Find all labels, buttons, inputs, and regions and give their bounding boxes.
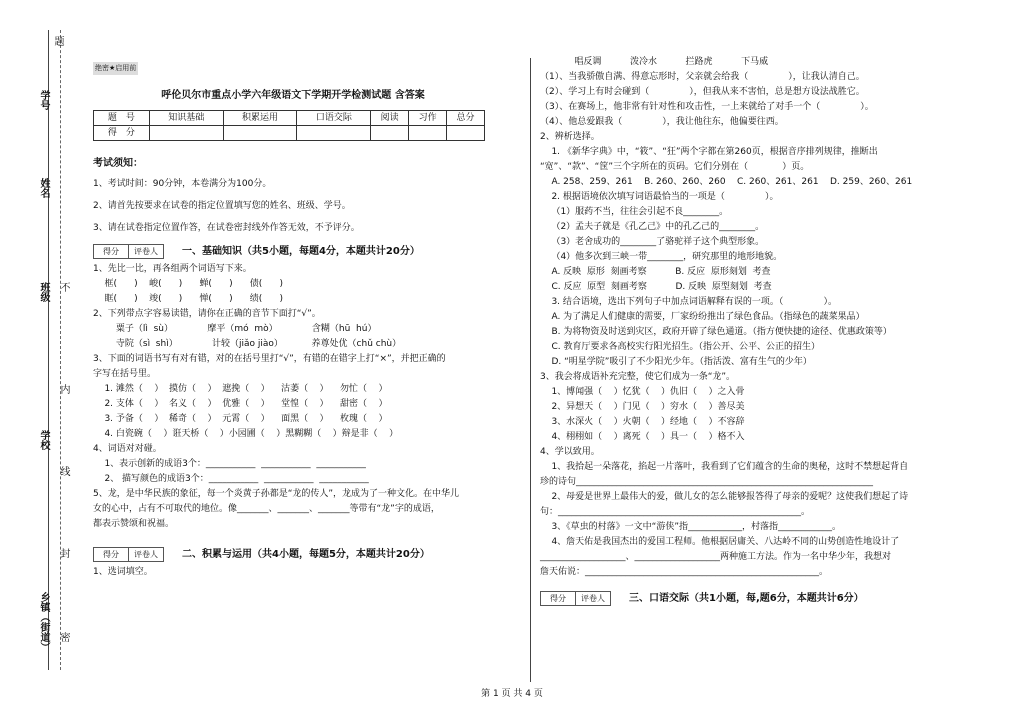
question-line: 2. 根据语境依次填写词语最恰当的一项是（ ）。 bbox=[540, 192, 779, 202]
exam-title: 呼伦贝尔市重点小学六年级语文下学期开学检测试题 含答案 bbox=[161, 90, 425, 101]
grader-score-label: 得分 bbox=[94, 245, 129, 259]
question-line: 女的心中，占有不可取代的地位。像_______、_______、_______等带有“龙”字的成语， bbox=[93, 504, 440, 514]
left-column bbox=[93, 62, 493, 581]
question-line: 字写在括号里。 bbox=[93, 369, 157, 379]
question-line: 1. 滩然（ ） 摸仿（ ） 遮挽（ ） 沽萎（ ） 勿忙（ ） bbox=[93, 384, 388, 394]
margin-label-student-id: 学号 bbox=[38, 90, 49, 110]
question-line: D. “明星学院”吸引了不少阳光少年。（指活泼、富有生气的少年） bbox=[540, 357, 812, 367]
score-table bbox=[93, 110, 485, 141]
section1-heading: 一、基础知识（共5小题，每题4分，本题共计20分） bbox=[182, 246, 420, 257]
margin-label-ti: 题 bbox=[52, 36, 63, 46]
grader-name-label: 评卷人 bbox=[129, 548, 164, 562]
score-header: 总分 bbox=[447, 111, 485, 126]
question-line: 1、我拾起一朵落花，掐起一片落叶，我看到了它们蕴含的生命的奥秘，这时不禁想起背自 bbox=[540, 462, 909, 472]
question-line: 寺院（sì shì） 计较（jiǎo jiào） 养尊处优（chǔ chù） bbox=[93, 339, 402, 349]
question-line: “宽”、“款”、“筐”三个字所在的页码。它们分别在（ ）页。 bbox=[540, 162, 810, 172]
section1-header bbox=[93, 244, 493, 259]
question-line: 2、下列带点字容易读错，请你在正确的音节下面打“√”。 bbox=[93, 309, 321, 319]
question-line: 3. 结合语境，选出下列句子中加点词语解释有误的一项。（ ）。 bbox=[540, 297, 837, 307]
question-line: 4. 白瓷碗（ ）诳天桥（ ）小园圃（ ）黑糊糊（ ）辩是非（ ） bbox=[93, 429, 399, 439]
question-line: （1）、当我骄傲自满、得意忘形时，父亲就会给我（ ），让我认清自己。 bbox=[540, 72, 865, 82]
margin-label-township: 乡镇（街道） bbox=[38, 592, 49, 652]
question-line: A. 258、259、261 B. 260、260、260 C. 260、261、261 D. 259、260、261 bbox=[540, 177, 913, 187]
question-line: （3）老舍成功的________了骆驼祥子这个典型形象。 bbox=[540, 237, 765, 247]
section3-header bbox=[540, 591, 980, 606]
question-line: 句：______________________________________________________。 bbox=[540, 507, 811, 517]
question-line: 2. 支体（ ） 名义（ ） 优雅（ ） 堂惶（ ） 甜密（ ） bbox=[93, 399, 388, 409]
score-header: 题 号 bbox=[94, 111, 150, 126]
notice-heading: 考试须知： bbox=[93, 158, 143, 169]
question-line: （4）、他总爱跟我（ ），我让他往东，他偏要往西。 bbox=[540, 117, 784, 127]
cutline-char: 封 bbox=[58, 548, 69, 558]
score-header: 阅读 bbox=[371, 111, 409, 126]
grader-name-label: 评卷人 bbox=[129, 245, 164, 259]
question-line: 詹天佑说：____________________________________________________。 bbox=[540, 567, 829, 577]
question-line: 唱反调 泼冷水 拦路虎 下马威 bbox=[540, 57, 769, 67]
question-line: B. 为将物资及时送到灾区，政府开辟了绿色通道。（指方便快捷的途径、优惠政策等） bbox=[540, 327, 892, 337]
section1-body bbox=[93, 263, 493, 531]
grader-name-label: 评卷人 bbox=[576, 592, 611, 606]
section2-header bbox=[93, 547, 493, 562]
cutline-char: 线 bbox=[58, 466, 69, 476]
question-line: 3. 予备（ ） 稀奇（ ） 元霄（ ） 面黑（ ） 枚瑰（ ） bbox=[93, 414, 388, 424]
question-line: 3、我会将成语补充完整，使它们成为一条“龙”。 bbox=[540, 372, 736, 382]
question-line: A. 为了满足人们健康的需要，厂家纷纷推出了绿色食品。（指绿色的蔬菜果品） bbox=[540, 312, 865, 322]
cutline-char: 不 bbox=[58, 282, 69, 292]
question-line: 1、选词填空。 bbox=[93, 567, 153, 577]
question-line: 4、栩栩如（ ）离死（ ）具一（ ）格不入 bbox=[540, 432, 745, 442]
question-line: 4、词语对对碰。 bbox=[93, 444, 162, 454]
grader-box bbox=[540, 591, 611, 606]
question-line: 4、学以致用。 bbox=[540, 447, 600, 457]
score-label: 得 分 bbox=[94, 126, 150, 141]
score-cell[interactable] bbox=[149, 126, 223, 141]
question-line: 眶( ) 竣( ) 惮( ) 绩( ) bbox=[93, 294, 283, 304]
notice-item: 1、考试时间：90分钟，本卷满分为100分。 bbox=[93, 179, 272, 189]
question-line: ___________________、___________________两种施工方法。作为一名中华少年，我想对 bbox=[540, 552, 892, 562]
question-line: （2）、学习上有时会碰到（ ），但我从来不害怕，总是想方设法战胜它。 bbox=[540, 87, 865, 97]
question-line: 3、《草虫的村落》一文中“游侠”指____________，村落指____________。 bbox=[540, 522, 841, 532]
question-line: 珍的诗句__________________________________________________________________ bbox=[540, 477, 874, 487]
score-header: 口语交际 bbox=[297, 111, 371, 126]
margin-label-class: 班级 bbox=[38, 282, 49, 302]
score-cell[interactable] bbox=[447, 126, 485, 141]
column-divider bbox=[530, 58, 531, 682]
margin-label-school: 学校 bbox=[38, 430, 49, 450]
score-cell[interactable] bbox=[297, 126, 371, 141]
grader-score-label: 得分 bbox=[541, 592, 576, 606]
grader-box bbox=[93, 547, 164, 562]
score-cell[interactable] bbox=[223, 126, 297, 141]
score-header: 知识基础 bbox=[149, 111, 223, 126]
question-line: 2、母爱是世界上最伟大的爱，做儿女的怎么能够报答得了母亲的爱呢？这使我们想起了诗 bbox=[540, 492, 909, 502]
question-line: 都表示赞颂和祝福。 bbox=[93, 519, 175, 529]
grader-score-label: 得分 bbox=[94, 548, 129, 562]
cutline-char: 内 bbox=[58, 384, 69, 394]
score-header: 习作 bbox=[409, 111, 447, 126]
question-line: 3、水深火（ ）火朝（ ）经地（ ）不容辞 bbox=[540, 417, 745, 427]
question-line: 1、博闻强（ ）忆犹（ ）仇旧（ ）之入骨 bbox=[540, 387, 745, 397]
question-line: （1）服药不当，往往会引起不良________。 bbox=[540, 207, 729, 217]
question-line: （3）、在赛场上，他非常有针对性和攻击性，一上来就给了对手一个（ ）。 bbox=[540, 102, 874, 112]
notice-item: 2、请首先按要求在试卷的指定位置填写您的姓名、班级、学号。 bbox=[93, 201, 351, 211]
question-line: 4、詹天佑是我国杰出的爱国工程师。他根据居庸关、八达岭不同的山势创造性地设计了 bbox=[540, 537, 900, 547]
question-line: 3、下面的词语书写有对有错，对的在括号里打“√”，有错的在错字上打“×”，并把正确的 bbox=[93, 354, 446, 364]
section3-heading: 三、口语交际（共1小题，每,题6分，本题共计6分） bbox=[629, 593, 864, 604]
question-line: 2、 描写颜色的成语3个：___________ ___________ ___________ bbox=[93, 474, 369, 484]
binding-line bbox=[48, 30, 49, 670]
question-line: 框( ) 峻( ) 蝉( ) 债( ) bbox=[93, 279, 283, 289]
right-column bbox=[540, 56, 980, 610]
question-line: （2）孟夫子就是《孔乙己》中的孔乙己的________。 bbox=[540, 222, 765, 232]
question-line: A. 反映 原形 刻画考察 B. 反应 原形刻划 考查 bbox=[540, 267, 771, 277]
question-line: 1、表示创新的成语3个：___________ ___________ ___________ bbox=[93, 459, 366, 469]
margin-label-name: 姓名 bbox=[38, 178, 49, 198]
question-line: C. 教育厅要求各高校实行阳光招生。（指公开、公平、公正的招生） bbox=[540, 342, 820, 352]
question-line: 2、辨析选择。 bbox=[540, 132, 600, 142]
page-footer: 第 1 页 共 4 页 bbox=[481, 689, 543, 699]
notice-item: 3、请在试卷指定位置作答，在试卷密封线外作答无效，不予评分。 bbox=[93, 223, 360, 233]
grader-box bbox=[93, 244, 164, 259]
confidential-stamp: 绝密★启用前 bbox=[93, 62, 138, 75]
question-line: 1、先比一比，再各组两个词语写下来。 bbox=[93, 264, 252, 274]
question-line: 1. 《新华字典》中，“筱”、“狂”两个字都在第260页，根据音序排列规律，推断出 bbox=[540, 147, 878, 157]
score-cell[interactable] bbox=[409, 126, 447, 141]
question-line: 2、异想天（ ）门见（ ）穷水（ ）善尽美 bbox=[540, 402, 745, 412]
score-header: 积累运用 bbox=[223, 111, 297, 126]
cut-line bbox=[60, 30, 61, 670]
cutline-char: 密 bbox=[58, 632, 69, 642]
question-line: 粟子（lì sù） 摩平（mó mò） 含糊（hū hú） bbox=[93, 324, 377, 334]
section2-heading: 二、积累与运用（共4小题，每题5分，本题共计20分） bbox=[182, 549, 430, 560]
question-line: （4）他多次到三峡一带________，研究那里的地形地貌。 bbox=[540, 252, 783, 262]
question-line: 5、龙，是中华民族的象征，每一个炎黄子孙都是“龙的传人”，龙成为了一种文化。在中华儿 bbox=[93, 489, 460, 499]
score-cell[interactable] bbox=[371, 126, 409, 141]
question-line: C. 反应 原型 刻画考察 D. 反映 原型刻划 考查 bbox=[540, 282, 772, 292]
